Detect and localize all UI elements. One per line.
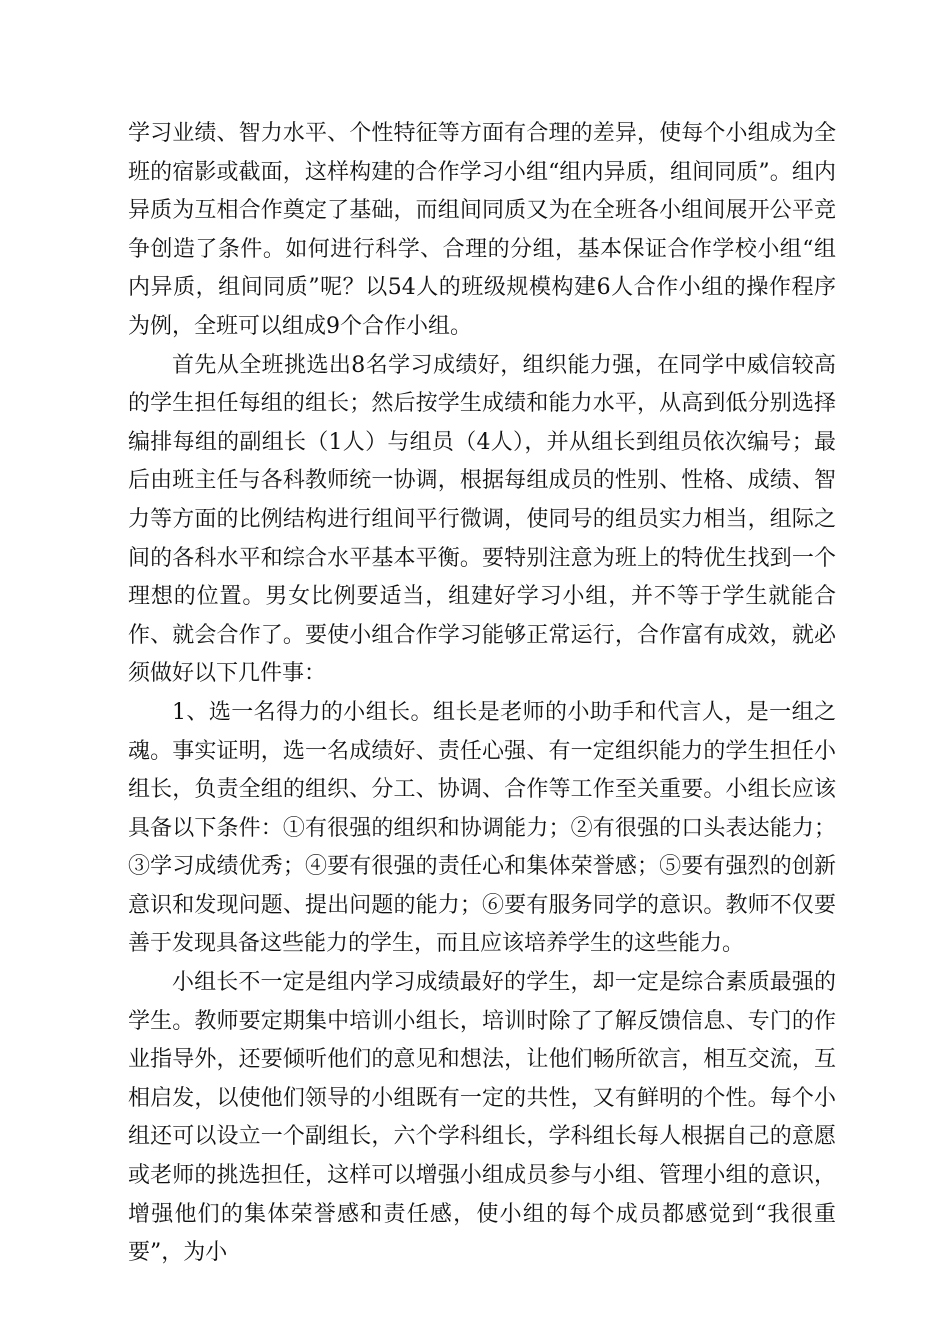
paragraph-2: 首先从全班挑选出8名学习成绩好，组织能力强，在同学中威信较高的学生担任每组的组长；然后按学生成绩和能力水平，从高到低分别选择编排每组的副组长（1人）与组员（4人），并从组长到组员依次编号；最后由班主任与各科教师统一协调，根据每组成员的性别、性格、成绩、智力等方面的比例结构进行组间平行微调，使同号的组员实力相当，组际之间的各科水平和综合水平基本平衡。要特别注意为班上的特优生找到一个理想的位置。男女比例要适当，组建好学习小组，并不等于学生就能合作、就会合作了。要使小组合作学习能够正常运行，合作富有成效，就必须做好以下几件事： — [128, 352, 836, 687]
document-body — [128, 115, 836, 1273]
paragraph-3: 1、选一名得力的小组长。组长是老师的小助手和代言人，是一组之魂。事实证明，选一名成绩好、责任心强、有一定组织能力的学生担任小组长，负责全组的组织、分工、协调、合作等工作至关重要。小组长应该具备以下条件：①有很强的组织和协调能力；②有很强的口头表达能力；③学习成绩优秀；④要有很强的责任心和集体荣誉感；⑤要有强烈的创新意识和发现问题、提出问题的能力；⑥要有服务同学的意识。教师不仅要善于发现具备这些能力的学生，而且应该培养学生的这些能力。 — [128, 699, 836, 957]
paragraph-4: 小组长不一定是组内学习成绩最好的学生，却一定是综合素质最强的学生。教师要定期集中培训小组长，培训时除了了解反馈信息、专门的作业指导外，还要倾听他们的意见和想法，让他们畅所欲言，相互交流，互相启发，以使他们领导的小组既有一定的共性，又有鲜明的个性。每个小组还可以设立一个副组长，六个学科组长，学科组长每人根据自己的意愿或老师的挑选担任，这样可以增强小组成员参与小组、管理小组的意识，增强他们的集体荣誉感和责任感，使小组的每个成员都感觉到“我很重要”，为小 — [128, 970, 836, 1266]
paragraph-1: 学习业绩、智力水平、个性特征等方面有合理的差异，使每个小组成为全班的宿影或截面，这样构建的合作学习小组“组内异质，组间同质”。组内异质为互相合作奠定了基础，而组间同质又为在全班各小组间展开公平竞争创造了条件。如何进行科学、合理的分组，基本保证合作学校小组“组内异质，组间同质”呢？以54人的班级规模构建6人合作小组的操作程序为例，全班可以组成9个合作小组。 — [128, 121, 836, 339]
